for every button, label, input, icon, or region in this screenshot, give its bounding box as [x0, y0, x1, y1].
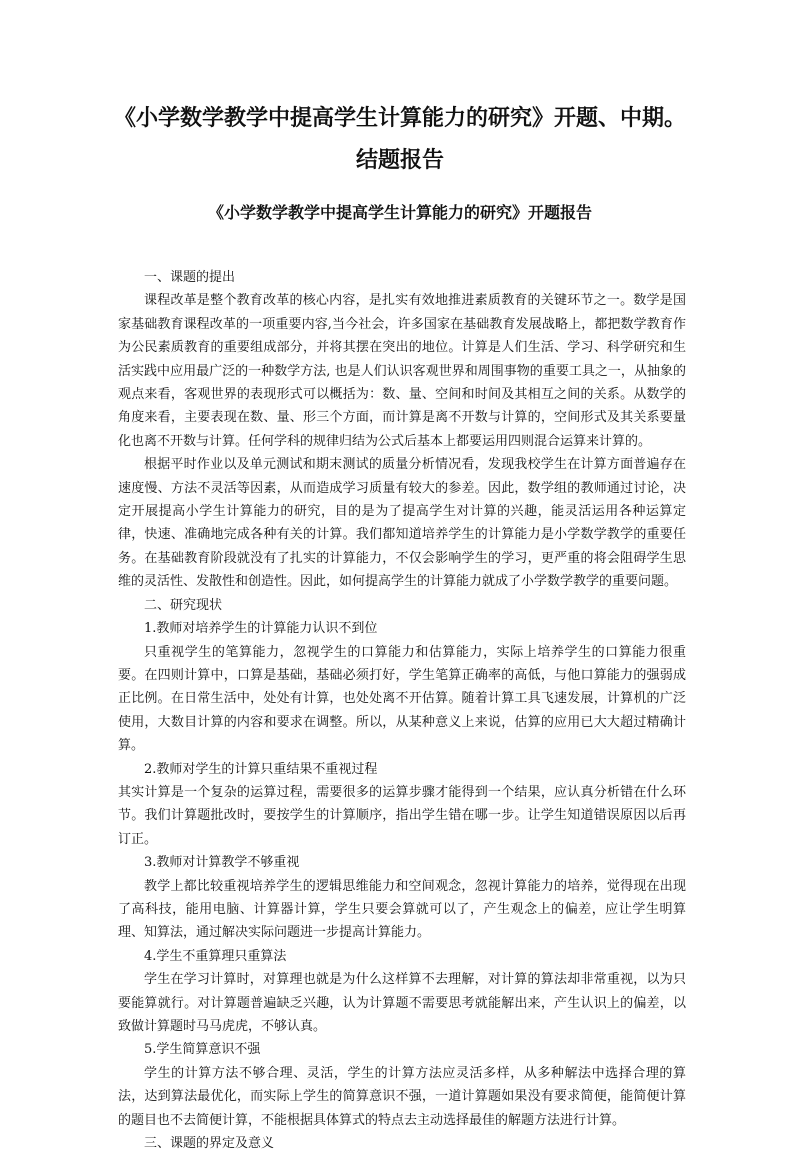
- section-heading-1: 一、课题的提出: [144, 270, 236, 285]
- paragraph: 根据平时作业以及单元测试和期末测试的质量分析情况看，发现我校学生在计算方面普遍存在速度慢、方法不灵活等因素，从而造成学习质量有较大的参差。因此，数学组的教师通过讨论，决定开展提高小学生计算能力的研究，目的是为了提高学生对计算的兴趣，能灵活运用各种运算定律，快速、准确地完成各种有关的计算。我们都知道培养学生的计算能力是小学数学教学的重要任务。在基础教育阶段就没有了扎实的计算能力，不仅会影响学生的学习，更严重的将会阻碍学生思维的灵活性、发散性和创造性。因此，如何提高学生的计算能力就成了小学数学教学的重要问题。: [118, 457, 686, 590]
- section-heading-2: 二、研究现状: [144, 597, 223, 613]
- paragraph: 学生的计算方法不够合理、灵活，学生的计算方法应灵活多样，从多种解法中选择合理的算法，达到算法最优化，而实际上学生的简算意识不强，一道计算题如果没有要求简便，能简便计算的题目也不去简便计算，不能根据具体算式的特点去主动选择最佳的解题方法进行计算。: [118, 1065, 686, 1128]
- main-title-line-2: 结题报告: [355, 147, 444, 173]
- paragraph: 学生在学习计算时，对算理也就是为什么这样算不去理解，对计算的算法却非常重视，以为只要能算就行。对计算题普遍缺乏兴趣，认为计算题不需要思考就能解出来，产生认识上的偏差，以致做计算题时马马虎虎，不够认真。: [118, 972, 686, 1034]
- subsection-heading: 1.教师对培养学生的计算能力认识不到位: [144, 621, 378, 637]
- paragraph: 教学上都比较重视培养学生的逻辑思维能力和空间观念，忽视计算能力的培养，觉得现在出现了高科技，能用电脑、计算器计算，学生只要会算就可以了，产生观念上的偏差，应让学生明算理、知算法，通过解决实际问题进一步提高计算能力。: [118, 878, 686, 941]
- paragraph: 其实计算是一个复杂的运算过程，需要很多的运算步骤才能得到一个结果，应认真分析错在什么环节。我们计算题批改时，要按学生的计算顺序，指出学生错在哪一步。让学生知道错误原因以后再订正。: [118, 784, 686, 847]
- main-title-line-1: 《小学数学教学中提高学生计算能力的研究》开题、中期。: [113, 105, 686, 131]
- subsection-heading: 3.教师对计算教学不够重视: [144, 855, 300, 871]
- section-heading-3: 三、课题的界定及意义: [144, 1136, 275, 1152]
- subsection-heading: 2.教师对学生的计算只重结果不重视过程: [144, 761, 378, 777]
- report-body: [118, 266, 686, 1155]
- subsection-heading: 5.学生简算意识不强: [144, 1042, 261, 1058]
- paragraph: 课程改革是整个教育改革的核心内容，是扎实有效地推进素质教育的关键环节之一。数学是国家基础教育课程改革的一项重要内容,当今社会，许多国家在基础教育发展战略上，都把数学教育作为公民素质教育的重要组成部分，并将其摆在突出的地位。计算是人们生活、学习、科学研究和生活实践中应用最广泛的一种数学方法, 也是人们认识客观世界和周围事物的重要工具之一，从抽象的观点来看，客观世界的表现形式可以概括为：数、量、空间和时间及其相互之间的关系。从数学的角度来看，主要表现在数、量、形三个方面，而计算是离不开数与计算的，空间形式及其关系要量化也离不开数与计算。任何学科的规律归结为公式后基本上都要运用四则混合运算来计算的。: [118, 293, 686, 449]
- report-subtitle: 《小学数学教学中提高学生计算能力的研究》开题报告: [207, 203, 592, 222]
- subsection-heading: 4.学生不重算理只重算法: [144, 948, 287, 964]
- paragraph: 只重视学生的笔算能力，忽视学生的口算能力和估算能力，实际上培养学生的口算能力很重要。在四则计算中，口算是基础，基础必须打好，学生笔算正确率的高低，与他口算能力的强弱成正比例。在日常生活中，处处有计算，也处处离不开估算。随着计算工具飞速发展，计算机的广泛使用，大数目计算的内容和要求在调整。所以，从某种意义上来说，估算的应用已大大超过精确计算。: [118, 644, 686, 754]
